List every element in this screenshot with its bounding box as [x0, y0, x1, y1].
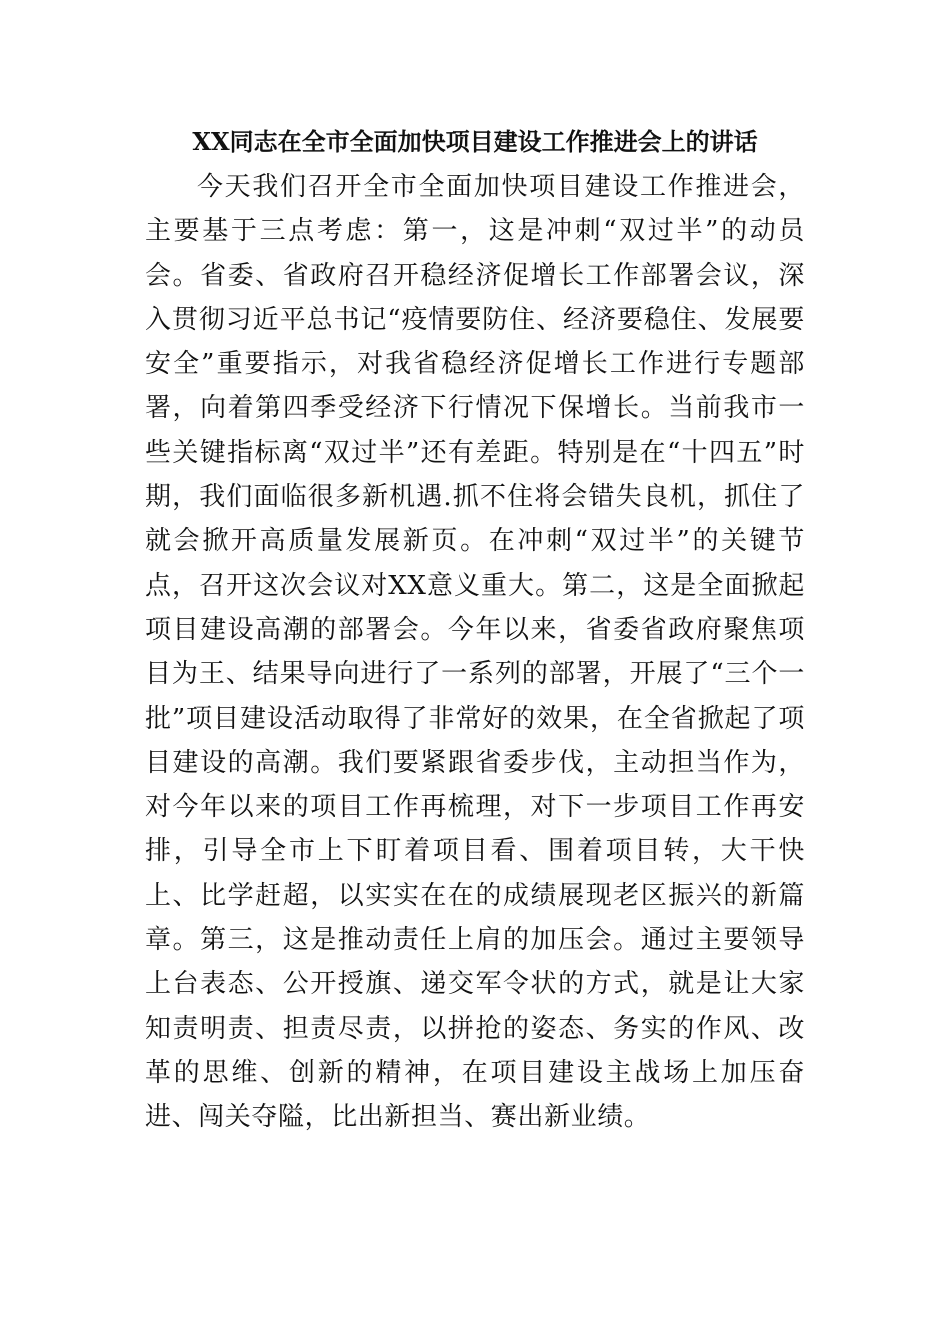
body-paragraph: 今天我们召开全市全面加快项目建设工作推进会，主要基于三点考虑：第一，这是冲刺“双过半”的动员会。省委、省政府召开稳经济促增长工作部署会议，深入贯彻习近平总书记“疫情要防住、经济要稳住、发展要安全”重要指示，对我省稳经济促增长工作进行专题部署，向着第四季受经济下行情况下保增长。当前我市一些关键指标离“双过半”还有差距。特别是在“十四五”时期，我们面临很多新机遇.抓不住将会错失良机，抓住了就会掀开高质量发展新页。在冲刺“双过半”的关键节点，召开这次会议对XX意义重大。第二，这是全面掀起项目建设高潮的部署会。今年以来，省委省政府聚焦项目为王、结果导向进行了一系列的部署，开展了“三个一批”项目建设活动取得了非常好的效果，在全省掀起了项目建设的高潮。我们要紧跟省委步伐，主动担当作为，对今年以来的项目工作再梳理，对下一步项目工作再安排，引导全市上下盯着项目看、围着项目转，大干快上、比学赶超，以实实在在的成绩展现老区振兴的新篇章。第三，这是推动责任上肩的加压会。通过主要领导上台表态、公开授旗、递交军令状的方式，就是让大家知责明责、担责尽责，以拼抢的姿态、务实的作风、改革的思维、创新的精神，在项目建设主战场上加压奋进、闯关夺隘，比出新担当、赛出新业绩。 — [145, 172, 805, 1133]
document-title: XX同志在全市全面加快项目建设工作推进会上的讲话 — [192, 127, 758, 156]
